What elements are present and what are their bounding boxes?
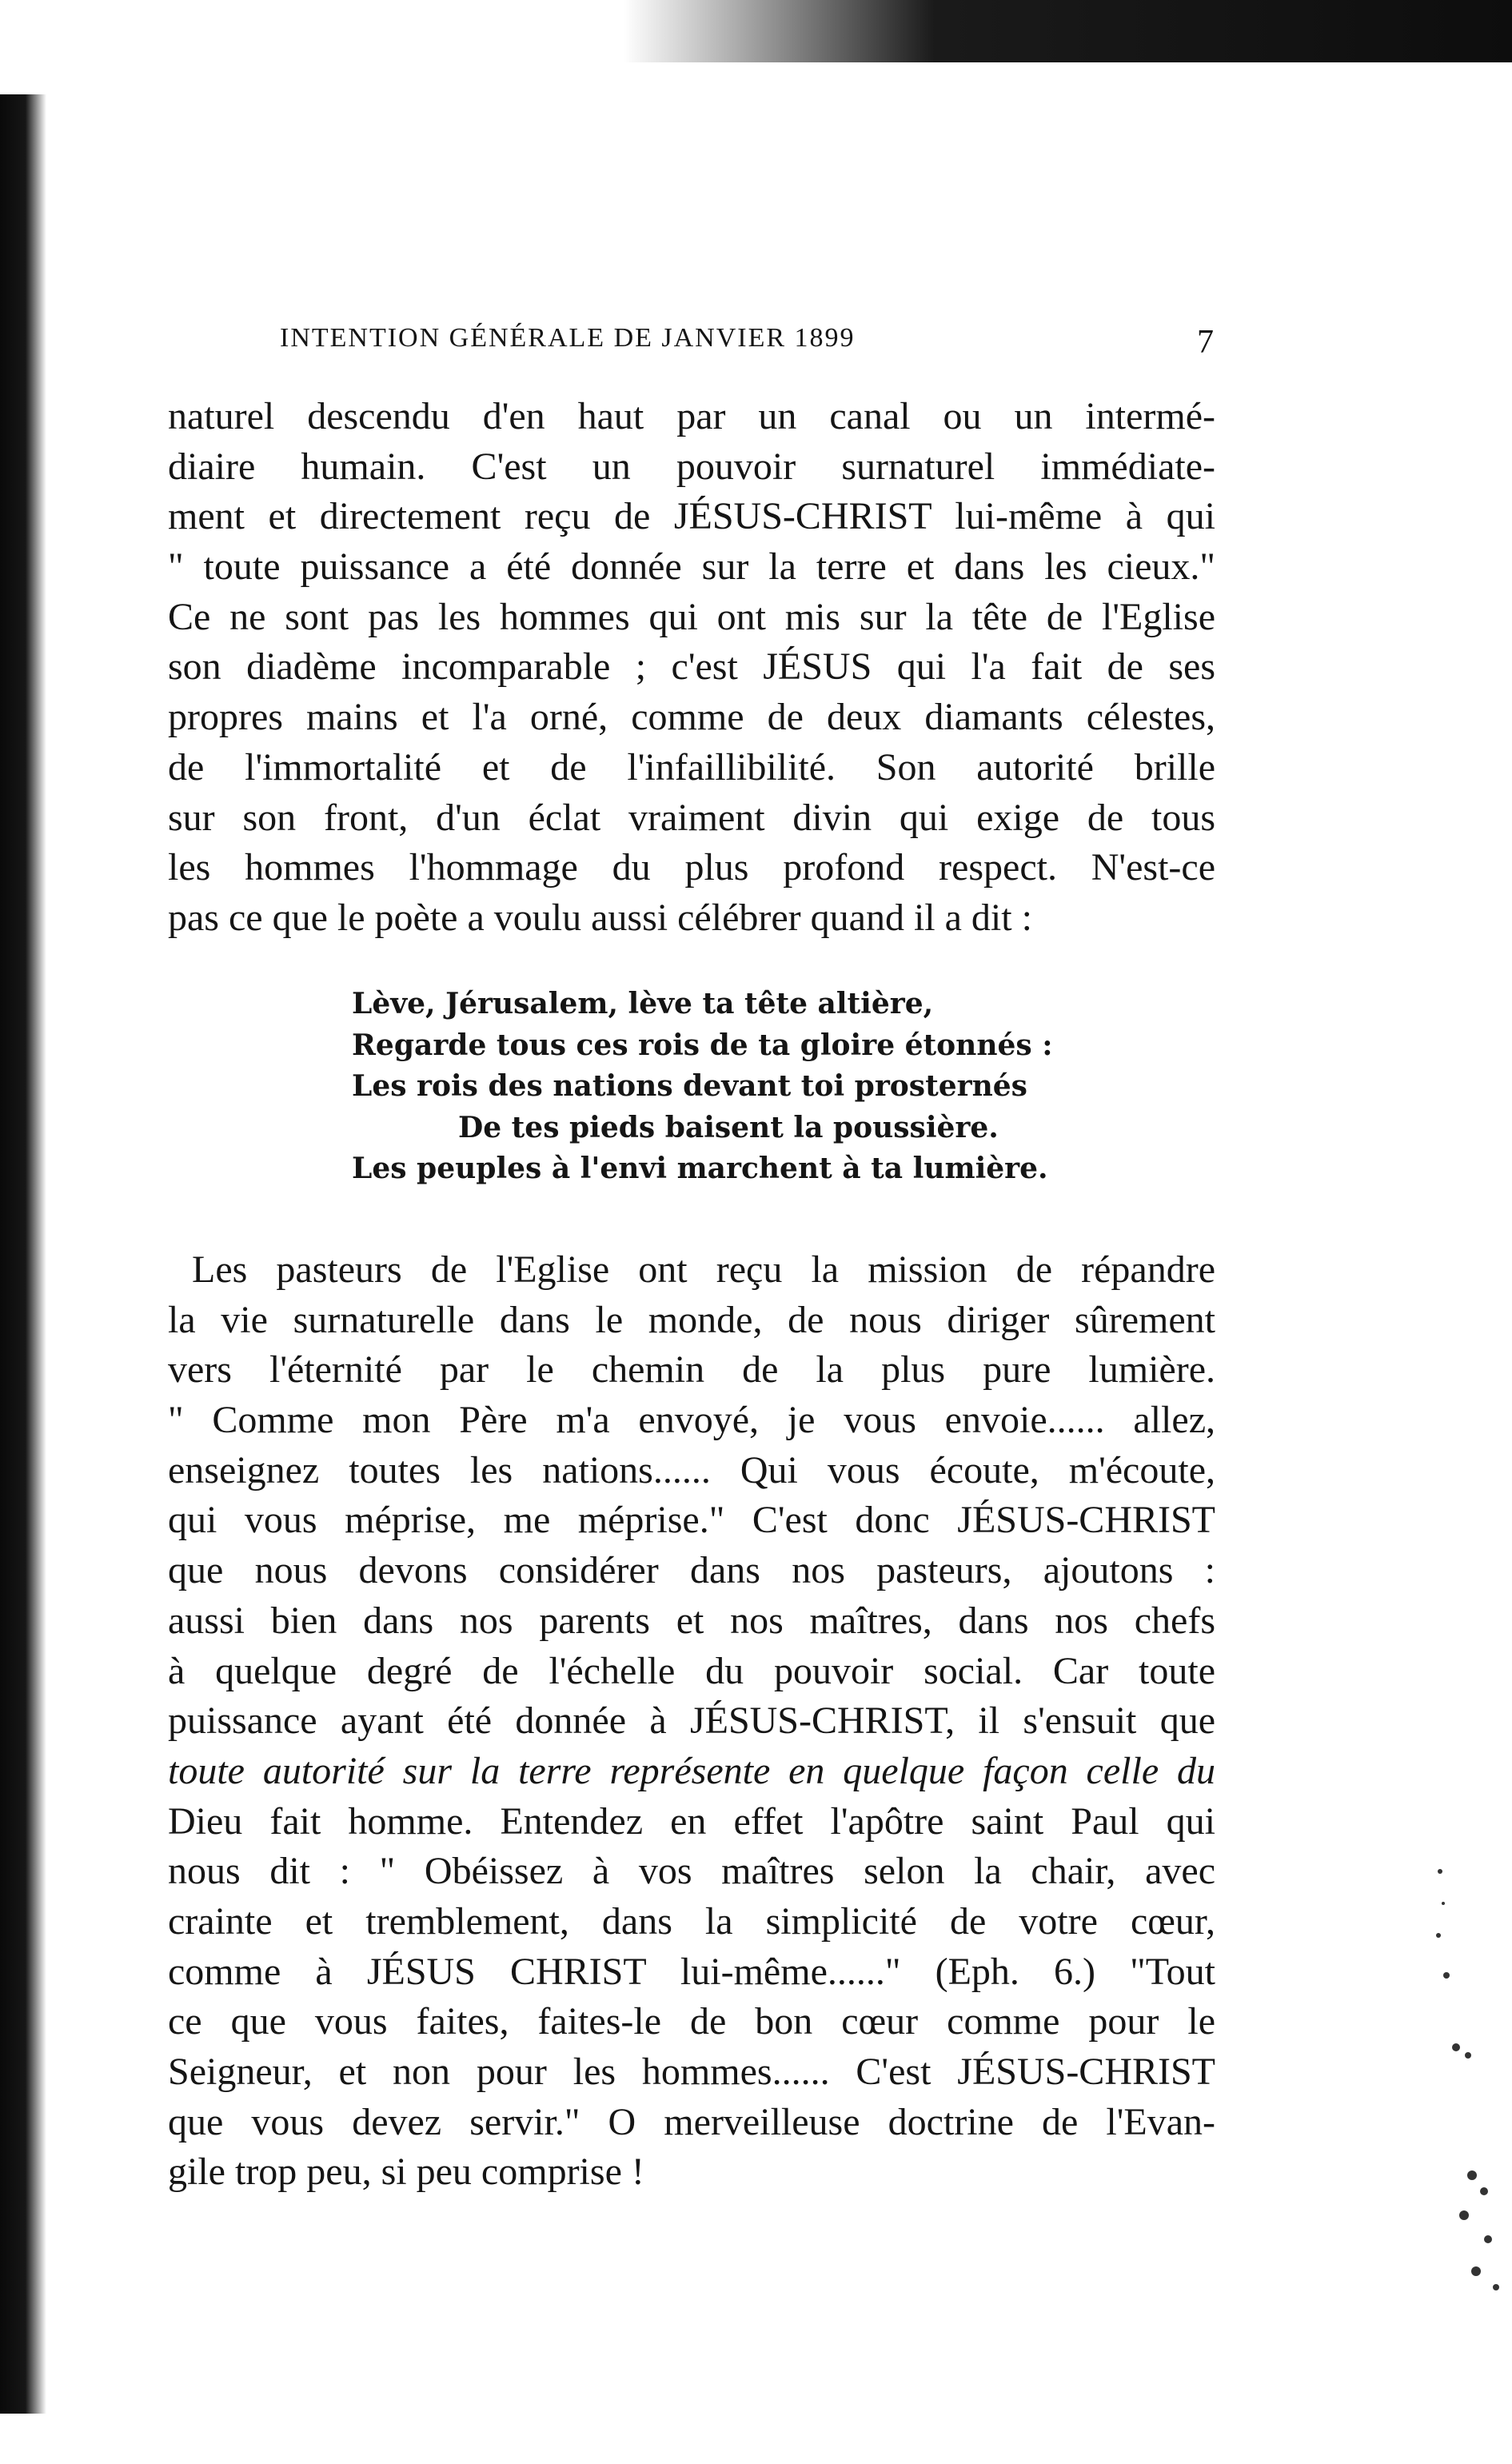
text-line: crainte et tremblement, dans la simplicité de votre cœur, <box>168 1899 1215 1943</box>
text-line: ce que vous faites, faites-le de bon cœur comme pour le <box>168 2000 1215 2043</box>
text-line: son diadème incomparable ; c'est JÉSUS qui l'a fait de ses <box>168 645 1215 689</box>
text-line: comme à JÉSUS CHRIST lui-même......" (Eph. 6.) "Tout <box>168 1950 1215 1993</box>
text-line: qui vous méprise, me méprise." C'est donc JÉSUS-CHRIST <box>168 1499 1215 1542</box>
text-line: gile trop peu, si peu comprise ! <box>168 2151 644 2194</box>
text-line: puissance ayant été donnée à JÉSUS-CHRIST, il s'ensuit que <box>168 1699 1215 1743</box>
poem-verse: Lève, Jérusalem, lève ta tête altière, <box>352 987 934 1020</box>
running-title: INTENTION GÉNÉRALE DE JANVIER 1899 <box>280 323 856 353</box>
text-line: que vous devez servir." O merveilleuse doctrine de l'Evan- <box>168 2100 1215 2143</box>
text-line: vers l'éternité par le chemin de la plus pure lumière. <box>168 1348 1215 1392</box>
text-line: que nous devons considérer dans nos pasteurs, ajoutons : <box>168 1549 1215 1592</box>
text-line: Seigneur, et non pour les hommes...... C'est JÉSUS-CHRIST <box>168 2051 1215 2093</box>
poem-verse: De tes pieds baisent la poussière. <box>458 1110 999 1144</box>
scan-top-edge-shadow <box>624 0 1512 62</box>
text-line: propres mains et l'a orné, comme de deux diamants célestes, <box>168 696 1215 739</box>
page-number: 7 <box>1197 324 1215 361</box>
text-line: Dieu fait homme. Entendez en effet l'apôtre saint Paul qui <box>168 1799 1215 1843</box>
text-line: les hommes l'hommage du plus profond respect. N'est-ce <box>168 846 1215 889</box>
running-header <box>280 323 1215 371</box>
text-line: pas ce que le poète a voulu aussi célébrer quand il a dit : <box>168 896 1032 939</box>
text-line-italic: toute autorité sur la terre représente en quelque façon celle du <box>168 1749 1215 1792</box>
scan-binding-shadow <box>0 94 46 2414</box>
text-line: ment et directement reçu de JÉSUS-CHRIST lui-même à qui <box>168 495 1215 538</box>
text-line: naturel descendu d'en haut par un canal ou un intermé- <box>168 395 1215 437</box>
text-line: de l'immortalité et de l'infaillibilité. Son autorité brille <box>168 745 1215 789</box>
text-line: Ce ne sont pas les hommes qui ont mis sur la tête de l'Eglise <box>168 595 1215 638</box>
text-line: Les pasteurs de l'Eglise ont reçu la mission de répandre <box>192 1248 1215 1291</box>
poem-verse: Les rois des nations devant toi prosternés <box>352 1069 1027 1103</box>
text-line: aussi bien dans nos parents et nos maîtres, dans nos chefs <box>168 1599 1215 1642</box>
paragraph-1 <box>168 392 1215 944</box>
text-line: enseignez toutes les nations...... Qui vous écoute, m'écoute, <box>168 1448 1215 1492</box>
poem-verse: Regarde tous ces rois de ta gloire étonnés : <box>352 1028 1053 1062</box>
text-line: la vie surnaturelle dans le monde, de nous diriger sûrement <box>168 1298 1215 1341</box>
paragraph-2 <box>168 1245 1215 2198</box>
text-line: diaire humain. C'est un pouvoir surnaturel immédiate- <box>168 445 1215 488</box>
poem-verse: Les peuples à l'envi marchent à ta lumière. <box>352 1152 1048 1185</box>
text-line: " Comme mon Père m'a envoyé, je vous envoie...... allez, <box>168 1399 1215 1442</box>
text-line: " toute puissance a été donnée sur la terre et dans les cieux." <box>168 545 1215 589</box>
text-line: sur son front, d'un éclat vraiment divin qui exige de tous <box>168 796 1215 839</box>
text-line: à quelque degré de l'échelle du pouvoir social. Car toute <box>168 1649 1215 1692</box>
text-line: nous dit : " Obéissez à vos maîtres selon la chair, avec <box>168 1850 1215 1893</box>
scan-noise-specks <box>1424 1839 1512 2319</box>
